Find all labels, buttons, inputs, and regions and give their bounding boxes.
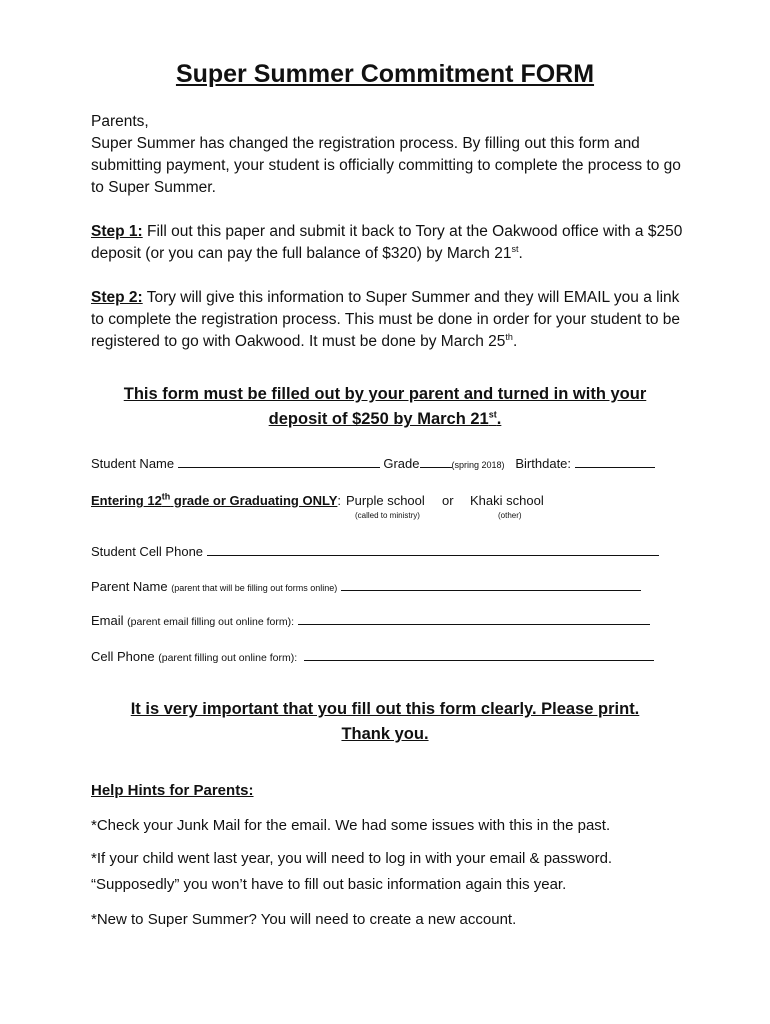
birthdate-line[interactable] xyxy=(575,455,655,468)
parent-name-row xyxy=(91,578,641,594)
step-2-text: Tory will give this information to Super Summer and they will EMAIL you a link to complete the registration process. This must be done in order for your student to be registered to go with Oakwood. It must be done by March 25 xyxy=(91,289,681,350)
email-label: Email xyxy=(91,613,124,628)
entering-sup: th xyxy=(161,491,171,502)
student-name-label: Student Name xyxy=(91,456,175,471)
khaki-school-option[interactable]: Khaki school xyxy=(470,493,544,508)
cell-phone-note: (parent filling out online form): xyxy=(158,652,298,664)
hint-item: *If your child went last year, you will need to log in with your email & password. xyxy=(91,850,613,867)
cell-phone-label: Cell Phone xyxy=(91,649,155,664)
step-2-label: Step 2: xyxy=(91,289,143,306)
student-name-row xyxy=(91,455,655,471)
step-1-end: . xyxy=(518,245,523,262)
student-cell-row xyxy=(91,543,659,559)
hint-item: *New to Super Summer? You will need to create a new account. xyxy=(91,911,517,928)
or-text: or xyxy=(442,493,454,508)
email-row xyxy=(91,612,650,628)
step-2-sup: th xyxy=(505,331,513,342)
notice-end: . xyxy=(496,410,502,428)
grade-line[interactable] xyxy=(420,455,452,468)
grade-note: (spring 2018) xyxy=(451,460,505,470)
cell-phone-line[interactable] xyxy=(304,648,654,661)
parent-name-label: Parent Name xyxy=(91,579,168,594)
step-1-text: Fill out this paper and submit it back to Tory at the Oakwood office with a $250 deposit (or you can pay the full balance of $320) by March 21 xyxy=(91,223,683,262)
parent-name-note: (parent that will be filling out forms online) xyxy=(171,583,338,593)
hint-item: *Check your Junk Mail for the email. We had some issues with this in the past. xyxy=(91,817,611,834)
intro-greeting: Parents, xyxy=(91,113,149,130)
notice-sup: st xyxy=(488,409,497,420)
purple-school-note: (called to ministry) xyxy=(355,511,420,520)
entering-prefix: Entering 12 xyxy=(91,493,162,508)
email-note: (parent email filling out online form): xyxy=(127,616,295,628)
step-2-section xyxy=(91,287,691,353)
purple-school-option[interactable]: Purple school xyxy=(346,493,425,508)
step-1-label: Step 1: xyxy=(91,223,143,240)
step-1-section xyxy=(91,221,691,265)
email-line[interactable] xyxy=(298,612,650,625)
student-name-line[interactable] xyxy=(178,455,380,468)
grade-label: Grade xyxy=(383,456,420,471)
khaki-school-note: (other) xyxy=(498,511,522,520)
hints-heading: Help Hints for Parents: xyxy=(91,782,254,799)
intro-section xyxy=(91,111,691,199)
important-line-2: Thank you. xyxy=(341,725,429,743)
notice-line-1: This form must be filled out by your parent and turned in with your xyxy=(123,385,647,403)
notice-heading xyxy=(60,382,710,432)
entering-suffix: grade or Graduating ONLY xyxy=(170,493,338,508)
notice-line-2: deposit of $250 by March 21 xyxy=(268,410,489,428)
important-line-1: It is very important that you fill out this form clearly. Please print. xyxy=(130,700,640,718)
parent-name-line[interactable] xyxy=(341,578,641,591)
step-1-sup: st xyxy=(511,243,519,254)
cell-phone-row xyxy=(91,648,654,664)
page-title: Super Summer Commitment FORM xyxy=(175,60,595,88)
important-heading xyxy=(60,697,710,747)
entering-colon: : xyxy=(337,493,342,508)
hint-item: “Supposedly” you won’t have to fill out basic information again this year. xyxy=(91,876,567,893)
intro-body: Super Summer has changed the registration process. By filling out this form and submitting payment, your student is officially committing to complete the process to go to Super Summer. xyxy=(91,135,681,196)
student-cell-line[interactable] xyxy=(207,543,659,556)
step-2-end: . xyxy=(512,333,518,350)
entering-row xyxy=(91,493,341,508)
student-cell-label: Student Cell Phone xyxy=(91,544,204,559)
birthdate-label: Birthdate: xyxy=(515,456,572,471)
